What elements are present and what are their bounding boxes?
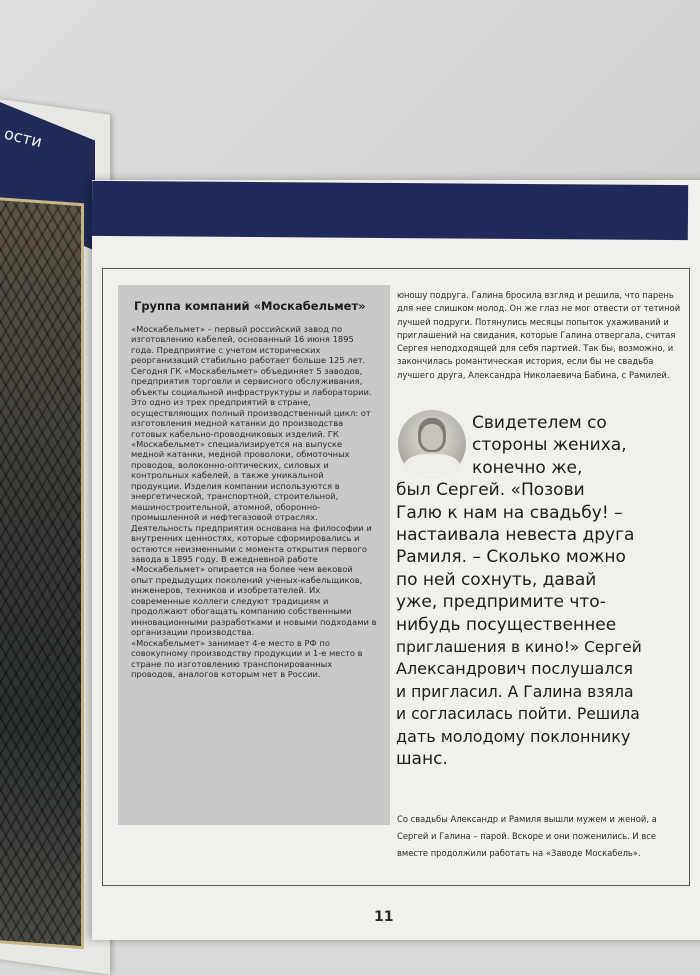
quote-line: стороны жениха, [472, 435, 627, 456]
company-info-paragraph: Это одно из трех предприятий в стране, осуществляющих полный производственный цикл: от изготовления медной катанки до производства готовых кабельно-проводниковых изделий. ГК «Москабельмет» специализируется на выпуске медной катанки, медной проволоки, обмоточных проводов, волоконно-оптических, силовых и контрольных кабелей, а также уникальной продукции. Изделия компании используются в энергетической, транспортной, строительной, машиностроительной, атомной, оборонно-промышленной и нефтегазовой отраслях. [131, 397, 371, 523]
quote-line: шанс. [396, 749, 448, 770]
quote-line: уже, предпримите что- [396, 592, 606, 613]
quote-line: по ней сохнуть, давай [396, 569, 597, 590]
quote-line: Галю к нам на свадьбу! – [396, 502, 623, 523]
quote-line: Свидетелем со [472, 413, 607, 433]
quote-line: дать молодому поклоннику [396, 726, 631, 746]
story-text-top [397, 289, 681, 382]
quote-line: Александрович послушался [396, 659, 633, 679]
previous-page-header-text: ости [2, 123, 45, 152]
page-number: 11 [374, 909, 394, 925]
quote-line: и пригласил. А Галина взяла [396, 682, 634, 701]
story-paragraph: Со свадьбы Александр и Рамиля вышли мужем и женой, а Сергей и Галина – парой. Вскоре и они поженились. И все вместе продолжили работать на «Заводе Москабель». [397, 814, 657, 858]
quote-line: был Сергей. «Позови [396, 480, 585, 501]
quote-line: настаивала невеста друга [396, 525, 635, 546]
quote-line: конечно же, [472, 457, 583, 478]
quote-line: Рамиля. – Сколько можно [396, 547, 626, 568]
company-info-paragraph: Деятельность предприятия основана на философии и внутренних ценностях, которые сформировались и остаются неизменными с момента открытия первого завода в 1895 году. В ежедневной работе «Москабельмет» опирается на более чем вековой опыт предыдущих поколений ученых-кабельщиков, инженеров, техников и изобретателей. Их современные коллеги следуют традициям и продолжают обогащать компанию собственными инновационными разработками и новыми подходами в организации производства. [131, 522, 377, 638]
pull-quote [396, 412, 686, 771]
quote-line: и согласилась пойти. Решила [396, 705, 640, 724]
company-info-title: Группа компаний «Москабельмет» [134, 299, 366, 313]
previous-page-photo [0, 197, 84, 950]
quote-line: нибудь посущественнее [396, 614, 617, 635]
company-info-text [131, 324, 377, 679]
page-header-band [92, 181, 688, 240]
company-info-paragraph: «Москабельмет» занимает 4-е место в РФ по совокупному производству продукции и 1-е место в стране по изготовлению транспонированных проводов, аналогов которым нет в России. [131, 637, 363, 679]
quote-line: приглашения в кино!» Сергей [396, 638, 642, 657]
company-info-paragraph: «Москабельмет» – первый российский завод по изготовлению кабелей, основанный 16 июня 1895 года. Предприятие с учетом исторических реорганизаций стабильно работает больше 125 лет. Сегодня ГК «Москабельмет» объединяет 5 заводов, предприятия торговли и сервисного обслуживания, объекты социальной инфраструктуры и лаборатории. [131, 324, 372, 397]
story-paragraph: юношу подруга. Галина бросила взгляд и решила, что парень для нее слишком молод. Он же глаз не мог отвести от тетиной лучшей подруги. Потянулись месяцы попыток ухаживаний и приглашений на свидания, которые Галина отвергала, считая Сергея неподходящей для себя партией. Так бы, возможно, и закончилась романтическая история, если бы не свадьба лучшего друга, Александра Николаевича Бабина, с Рамилей. [397, 290, 681, 380]
story-text-closing [397, 811, 689, 862]
